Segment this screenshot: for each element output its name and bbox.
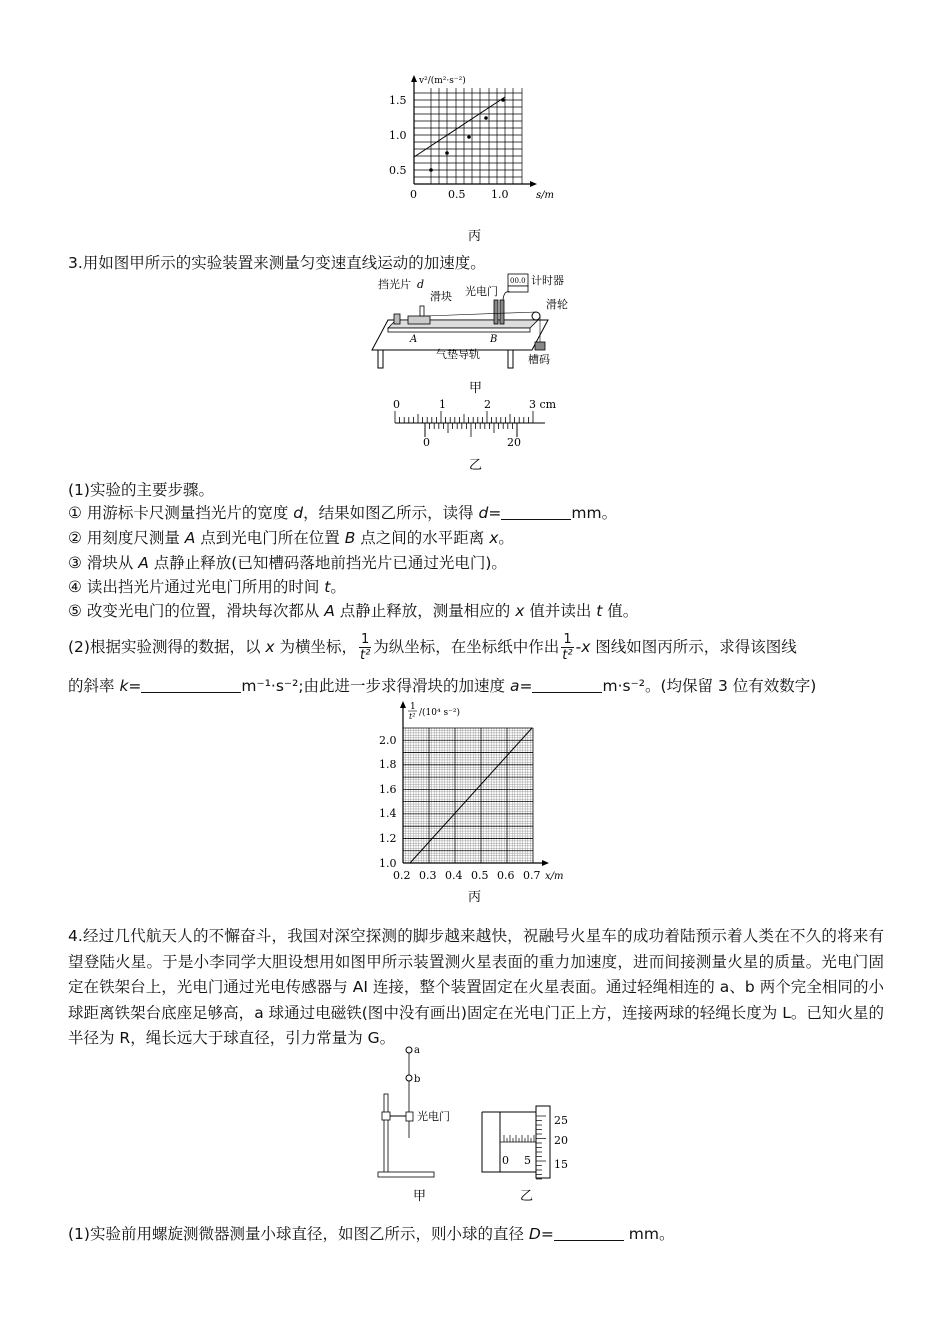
label-ball-b: b (414, 1074, 421, 1085)
y-tick: 1.0 (379, 857, 397, 870)
q3-step-4: ④ 读出挡光片通过光电门所用的时间 t。 (68, 578, 346, 596)
label-slider: 滑块 (430, 290, 452, 303)
fit-line (414, 97, 505, 157)
question-4-paragraph: 4.经过几代航天人的不懈奋斗，我国对深空探测的脚步越来越快，祝融号火星车的成功着陆预示着人类在不久的将来有望登陆火星。于是小李同学大胆设想用如图甲所示装置测火星表面的重力加速度，进而间接测量火星的质量。光电门固定在铁架台上，光电门通过光电传感器与 AI 连接，整个装置固定在火星表面。通过轻绳相连的 a、b 两个完全相同的小球距离铁架台底座足够高，a 球通过电磁铁(图中没有画出)固定在光电门正上方，连接两球的轻绳长度为 L。已知火星的半径为 R，绳长远大于球直径，引力常量为 G。 (68, 927, 884, 1047)
label-pulley: 滑轮 (546, 298, 568, 311)
fraction-one-over-t2: $\frac{1}{\text{t²}}$ (360, 632, 371, 663)
x-tick: 0.4 (445, 869, 463, 882)
label-air-track: 气垫导轨 (436, 348, 480, 361)
fit-line (410, 728, 532, 863)
q3-step-5: ⑤ 改变光电门的位置，滑块每次都从 A 点静止释放，测量相应的 x 值并读出 t 值。 (68, 602, 639, 620)
label-shade-sheet: 挡光片 (378, 278, 411, 291)
main-scale-tick: 3 cm (529, 398, 557, 411)
main-scale-tick: 0 (393, 398, 400, 411)
figure-v2-s-graph (385, 72, 565, 244)
answer-blank-diameter[interactable] (554, 1226, 624, 1241)
x-tick: 0.2 (393, 869, 411, 882)
answer-blank-a[interactable] (532, 678, 602, 693)
question-3-title: 3.用如图甲所示的实验装置来测量匀变速直线运动的加速度。 (68, 254, 486, 272)
label-photogate: 光电门 (465, 285, 498, 298)
x-tick: 0.5 (448, 188, 466, 201)
x-tick: 0.6 (497, 869, 515, 882)
thimble-tick: 15 (554, 1158, 568, 1171)
y-tick: 1.5 (389, 94, 407, 107)
y-tick: 0.5 (389, 164, 407, 177)
x-tick: 0.7 (523, 869, 541, 882)
figure-caption: 丙 (468, 229, 482, 244)
timer-display: 00.0 (510, 277, 526, 285)
label-point-a: A (410, 334, 418, 345)
micro-main-tick: 5 (524, 1154, 531, 1167)
q3-step-3: ③ 滑块从 A 点静止释放(已知槽码落地前挡光片已通过光电门)。 (68, 554, 507, 572)
label-point-b: B (490, 334, 498, 345)
figure-air-track (368, 270, 588, 400)
q4-part1: (1)实验前用螺旋测微器测量小球直径，如图乙所示，则小球的直径 D= mm。 (68, 1225, 675, 1243)
caption-yi: 乙 (520, 1189, 534, 1204)
vernier-tick: 0 (423, 436, 430, 449)
figure-photogate-micrometer (370, 1042, 590, 1207)
q3-step-2: ② 用刻度尺测量 A 点到光电门所在位置 B 点之间的水平距离 x。 (68, 529, 514, 547)
y-tick: 1.8 (379, 758, 397, 771)
y-tick: 1.4 (379, 807, 397, 820)
main-scale-tick: 1 (439, 398, 446, 411)
figure-vernier-caliper (385, 395, 565, 473)
label-weights: 槽码 (528, 353, 550, 366)
x-tick: 1.0 (491, 188, 509, 201)
caption-jia: 甲 (413, 1189, 427, 1204)
label-timer: 计时器 (531, 274, 564, 287)
vernier-tick: 20 (507, 436, 521, 449)
x-axis-label: x/m (545, 871, 564, 882)
thimble-tick: 25 (554, 1114, 568, 1127)
y-axis-label: v²/(m²·s⁻²) (419, 76, 466, 86)
answer-blank-k[interactable] (141, 678, 241, 693)
fraction-one-over-t2: $\frac{1}{\text{t²}}$ (562, 632, 573, 663)
x-tick: 0.3 (419, 869, 437, 882)
figure-caption: 乙 (469, 458, 483, 473)
figure-caption: 甲 (469, 381, 483, 396)
thimble-tick: 20 (554, 1134, 568, 1147)
micro-main-tick: 0 (502, 1154, 509, 1167)
y-tick: 1.0 (389, 129, 407, 142)
q3-part2-line2: 的斜率 k= m⁻¹·s⁻²;由此进一步求得滑块的加速度 a= m·s⁻²。(均保留 3 位有效数字) (68, 677, 817, 695)
main-scale-tick: 2 (484, 398, 491, 411)
x-tick: 0 (410, 188, 417, 201)
figure-caption: 丙 (468, 890, 482, 905)
label-d: d (417, 278, 425, 291)
y-label-num: 1 (410, 702, 416, 712)
y-tick: 1.2 (379, 832, 397, 845)
y-axis-label: /(10⁴ s⁻²) (419, 708, 460, 718)
y-tick: 2.0 (379, 734, 397, 747)
y-tick: 1.6 (379, 783, 397, 796)
y-label-den: t² (409, 712, 416, 721)
figure-inverse-t2-x-graph (375, 700, 575, 910)
x-axis-label: s/m (536, 190, 554, 201)
x-tick: 0.5 (471, 869, 489, 882)
answer-blank-d[interactable] (501, 505, 571, 520)
q3-part2-line1: (2)根据实验测得的数据，以 x 为横坐标， $\frac{1}{\text{t²}}$ 为纵坐标，在坐标纸中作出 $\frac{1}{\text{t²}}$ -x 图线如图丙所示，求得该图线 (68, 632, 797, 663)
q3-part1-title: (1)实验的主要步骤。 (68, 481, 214, 499)
label-photogate: 光电门 (417, 1110, 450, 1123)
q3-step-1: ① 用游标卡尺测量挡光片的宽度 d，结果如图乙所示，读得 d= mm。 (68, 504, 618, 522)
label-ball-a: a (414, 1045, 420, 1056)
